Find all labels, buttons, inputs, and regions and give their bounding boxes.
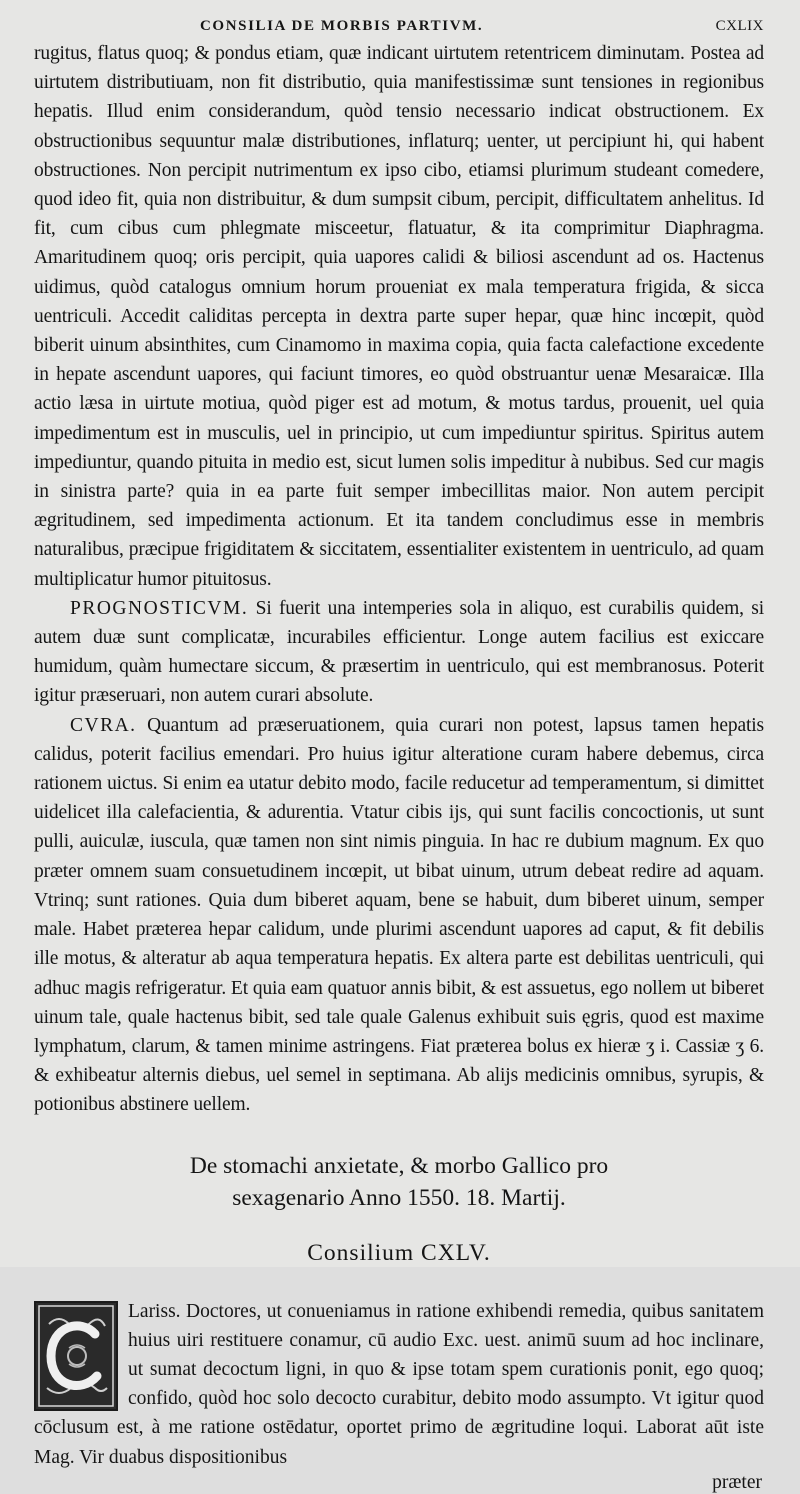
prognosticum-label: PROGNOSTICVM. bbox=[70, 597, 249, 619]
catchword: præter bbox=[712, 1471, 762, 1493]
section-title-line-2: sexagenario Anno 1550. 18. Martij. bbox=[232, 1184, 566, 1211]
decorated-initial-c bbox=[34, 1301, 118, 1411]
section-title bbox=[34, 1150, 764, 1214]
cura-label: CVRA. bbox=[70, 714, 137, 736]
prognosticum-text: Si fuerit una intemperies sola in aliquo, est curabilis quidem, si autem duæ sunt complicatæ, incurabiles efficientur. Longe autem facilius est exiccare humidum, quàm humectare siccum, & præsertim in uentriculo, qui est membranosus. Poterit igitur præseruari, non autem curari absolute. bbox=[34, 597, 764, 707]
prognosticum-paragraph bbox=[34, 594, 764, 711]
section-title-line-1: De stomachi anxietate, & morbo Gallico pro bbox=[189, 1152, 609, 1179]
cura-text: Quantum ad præseruationem, quia curari non potest, lapsus tamen hepatis calidus, poterit facilius emendari. Pro huius igitur alteratione curam habere debemus, circa rationem uictus. Si enim ea utatur debito modo, facile reducetur ad temperamentum, si dimittet uidelicet illa calefacientia, & adurentia. Vtatur cibis ijs, qui sunt facilis concoctionis, ut sunt pulli, auiculæ, iuscula, quæ tamen non sint nimis pinguia. In hac re dubium magnum. Ex quo præter omnem suam consuetudinem incœpit, ut bibat uinum, utrum debeat redire ad aquam. Vtrinq; sunt rationes. Quia dum biberet aquam, bene se habuit, dum biberet uinum, semper male. Habet præterea hepar calidum, unde plurimi ascendunt uapores ad caput, & fit debilis ille motus, & alteratur ab aqua temperatura hepatis. Ex altera parte est debilitas uentriculi, qui adhuc magis refrigeratur. Et quia eam quatuor annis bibit, & est assuetus, ego nollem ut biberet uinum tale, quale hactenus bibit, sed tale quale Galenus exhibuit suis ęgris, quod est maxime lymphatum, clarum, & tamen minime astringens. Fiat præterea bolus ex hieræ ʒ i. Cassiæ ʒ 6. & exhibeatur alternis diebus, uel semel in septimana. Ab alijs medicinis omnibus, syrupis, & potionibus abstinere uellem. bbox=[34, 714, 764, 1116]
ornament-initial-icon bbox=[37, 1304, 115, 1408]
cura-paragraph bbox=[34, 711, 764, 1120]
consilium-text: Lariss. Doctores, ut conueniamus in ratione exhibendi remedia, quibus sanitatem huius uiri restituere conamur, cū audio Exc. uest. animū suum ad hoc inclinare, ut sumat decoctum ligni, in quo & ipse totam spem curationis ponit, ego quoq; confido, quòd hoc solo decocto curabitur, debito modo assumpto. Vt igitur quod cōclusum est, à me ratione ostēdatur, oportet primo de ægritudine loqui. Laborat aūt iste Mag. Vir duabus dispositionibus bbox=[34, 1300, 764, 1468]
folio-number: CXLIX bbox=[715, 18, 764, 34]
running-title: CONSILIA DE MORBIS PARTIVM. bbox=[200, 18, 484, 34]
consilium-number: Consilium CXLV. bbox=[307, 1239, 491, 1266]
consilium-body bbox=[34, 1297, 764, 1494]
paragraph-diagnosis: rugitus, flatus quoq; & pondus etiam, quæ indicant uirtutem retentricem diminutam. Postea ad uirtutem distributiuam, non fit distributio, quia manifestissimæ sunt tensiones in regionibus hepatis. Illud enim considerandum, quòd tensio necessario indicat obstructionem. Ex obstructionibus sequuntur malæ distributiones, inflaturq; uenter, ut percipiunt hi, qui habent obstructiones. Non percipit nutrimentum ex ipso cibo, etiamsi plurimum studeant comedere, quod ideo fit, quia non distribuitur, & dum sumpsit cibum, percipit, difficultatem anhelitus. Id fit, cum cibus cum phlegmate misceetur, flatuatur, & ita comprimitur Diaphragma. Amaritudinem quoq; oris percipit, quia uapores calidi & biliosi ascendunt ad os. Hactenus uidimus, quòd catalogus omnium horum proueniat ex mala temperatura frigida, & sicca uentriculi. Accedit caliditas percepta in dextra parte super hepar, quæ hinc incœpit, quòd biberit uinum absinthites, cum Cinamomo in maxima copia, quia facta calefactione excedente in hepate ascendunt uapores, qui faciunt timores, eo quòd obstruantur uenæ Mesaraicæ. Illa actio læsa in uirtute motiua, quòd piger est ad motum, & motus tardus, prouenit, uel quia impedimentum est in musculis, uel in principio, ut cum impediuntur spiritus. Spiritus autem impediuntur, quando pituita in medio est, sicut lumen solis impeditur à nubibus. Sed cur magis in sinistra parte? quia in ea parte fuit semper imbecillitas maior. Non autem percipit ægritudinem, sed impedimenta actionum. Et ita tandem concludimus esse in membris naturalibus, præcipue frigiditatem & siccitatem, essentialiter existentem in uentriculo, ad quam multiplicatur humor pituitosus. bbox=[34, 43, 764, 590]
running-head bbox=[34, 18, 764, 35]
